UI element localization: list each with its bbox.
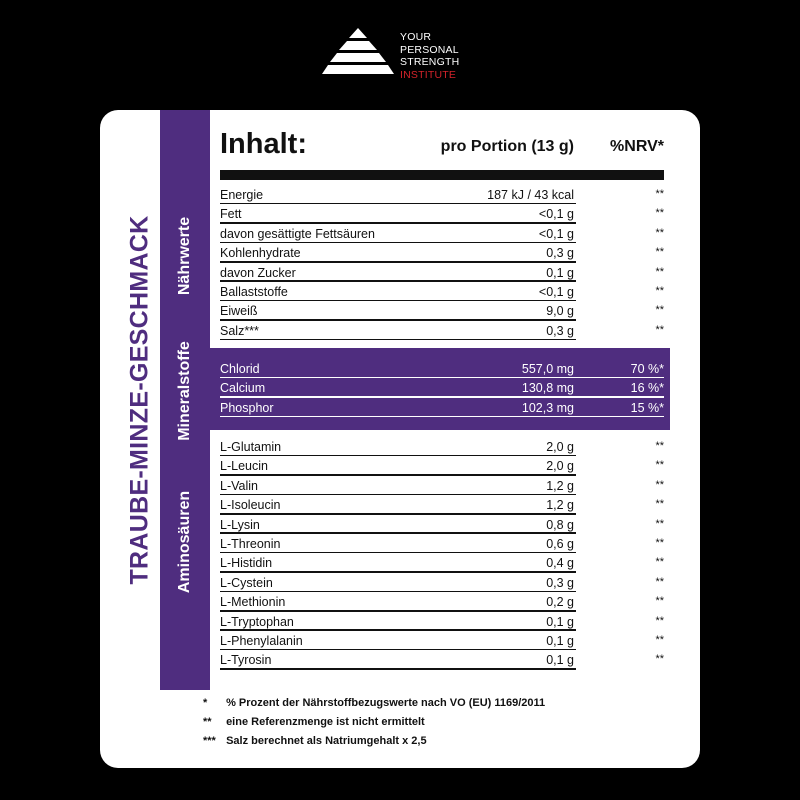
nutrient-amount: 187 kJ / 43 kcal [487,188,574,202]
nutrient-amount: 0,1 g [546,614,574,629]
table-row [220,378,664,397]
table-row [220,592,664,611]
nutrient-amount: 102,3 mg [521,400,574,415]
nrv-heading: %NRV* [610,138,664,155]
nutrient-name: davon Zucker [220,265,296,280]
table-row [220,321,664,340]
nutrient-name: Kohlenhydrate [220,246,301,261]
footnote-mark: *** [203,735,216,747]
nutrient-amount: <0,1 g [538,207,574,222]
table-row [220,612,664,631]
nutrient-nrv: ** [655,653,664,666]
footnote [203,697,545,709]
nutrient-amount: 0,4 g [546,556,574,571]
logo-line: PERSONAL [400,43,459,56]
nutrient-amount: 2,0 g [546,440,574,454]
nutrient-amount: <0,1 g [538,285,574,299]
nutrient-nrv: ** [655,575,664,588]
nutrient-amount: 0,2 g [546,595,574,610]
portion-heading: pro Portion (13 g) [440,138,574,155]
nutrient-name: L-Methionin [220,595,286,610]
nutrient-nrv: ** [655,207,664,220]
footnote-text: Salz berechnet als Natriumgehalt x 2,5 [226,735,427,747]
category-label-mineralstoffe: Mineralstoffe [176,341,193,441]
nutrient-amount: <0,1 g [538,226,574,241]
nutrient-name: Energie [220,188,264,202]
nutrient-name: Fett [220,207,242,222]
nutrient-name: L-Histidin [220,556,273,571]
nutrient-amount: 0,1 g [546,653,574,668]
category-label-aminosaeuren: Aminosäuren [176,490,193,594]
table-row [220,243,664,262]
nutrient-amount: 1,2 g [546,498,574,513]
table-row [220,282,664,301]
nutrient-nrv: 70 %* [630,362,664,376]
nutrient-name: L-Glutamin [220,440,282,454]
nutrient-name: L-Threonin [220,537,281,551]
table-row [220,553,664,572]
nutrient-nrv: ** [655,323,664,336]
footnote-mark: * [203,697,208,709]
table-row [220,573,664,592]
header-divider [220,170,664,180]
nutrient-nrv: ** [655,556,664,569]
nutrient-amount: 0,3 g [546,323,574,338]
nutrient-name: Eiweiß [220,304,258,319]
nutrient-amount: 557,0 mg [521,362,574,376]
nutrient-amount: 0,3 g [546,246,574,261]
footnote-text: eine Referenzmenge ist nicht ermittelt [226,716,425,728]
logo-line: STRENGTH [400,56,460,68]
nutrient-nrv: ** [655,459,664,472]
logo-line: YOUR [400,31,432,43]
nutrient-amount: 0,1 g [546,265,574,280]
nutrient-nrv: ** [655,188,664,200]
nutrient-name: Ballaststoffe [220,285,288,299]
brand-logo [322,26,492,86]
nutrient-amount: 130,8 mg [521,381,574,396]
nutrient-nrv: 15 %* [630,400,664,415]
nutrient-name: L-Phenylalanin [220,634,303,648]
row-divider [220,416,664,418]
table-row [220,398,664,417]
nutrient-nrv: ** [655,498,664,511]
nutrient-name: L-Isoleucin [220,498,281,513]
flavor-title: TRAUBE-MINZE-GESCHMACK [125,215,154,585]
nutrient-amount: 0,3 g [546,575,574,590]
nutrient-nrv: ** [655,226,664,239]
nutrient-nrv: ** [655,517,664,530]
pyramid-logo-icon [322,26,394,86]
table-row [220,495,664,514]
nutrient-nrv: ** [655,537,664,549]
nutrient-nrv: ** [655,478,664,491]
table-row [220,631,664,650]
nutrient-amount: 9,0 g [546,304,574,319]
category-label-naehrwerte: Nährwerte [176,216,193,296]
table-row [220,224,664,243]
row-divider [220,339,576,341]
nutrient-amount: 0,6 g [546,537,574,551]
nutrient-name: L-Valin [220,478,258,493]
nutrient-nrv: ** [655,265,664,278]
nutrient-name: L-Tyrosin [220,653,272,668]
nutrient-name: davon gesättigte Fettsäuren [220,226,375,241]
table-row [220,534,664,553]
footnote-mark: ** [203,716,212,728]
nutrient-nrv: ** [655,285,664,297]
table-row [220,263,664,282]
nutrient-name: L-Cystein [220,575,273,590]
logo-line-institute: INSTITUTE [400,68,457,81]
footnote [203,716,425,728]
nutrient-nrv: ** [655,595,664,608]
logo-text [400,31,459,81]
table-row [220,437,664,456]
nutrient-amount: 1,2 g [546,478,574,493]
footnote-text: % Prozent der Nährstoffbezugswerte nach VO (EU) 1169/2011 [226,697,546,709]
nutrient-nrv: ** [655,304,664,317]
nutrient-name: L-Leucin [220,459,268,474]
nutrient-amount: 2,0 g [546,459,574,474]
table-row [220,185,664,204]
nutrient-name: Chlorid [220,362,260,376]
table-row [220,515,664,534]
nutrient-name: Phosphor [220,400,274,415]
nutrient-nrv: 16 %* [630,381,664,396]
table-row [220,359,664,378]
nutrient-amount: 0,1 g [546,634,574,648]
table-row [220,301,664,320]
nutrient-name: Salz*** [220,323,259,338]
table-row [220,456,664,475]
nutrient-nrv: ** [655,634,664,646]
footnote [203,735,427,747]
row-divider [220,668,576,670]
nutrient-nrv: ** [655,614,664,627]
table-row [220,650,664,669]
nutrient-name: Calcium [220,381,266,396]
nutrient-nrv: ** [655,440,664,452]
nutrient-amount: 0,8 g [546,517,574,532]
content-heading: Inhalt: [220,128,307,160]
table-row [220,476,664,495]
nutrient-nrv: ** [655,246,664,259]
nutrient-name: L-Lysin [220,517,260,532]
nutrient-name: L-Tryptophan [220,614,294,629]
table-row [220,204,664,223]
